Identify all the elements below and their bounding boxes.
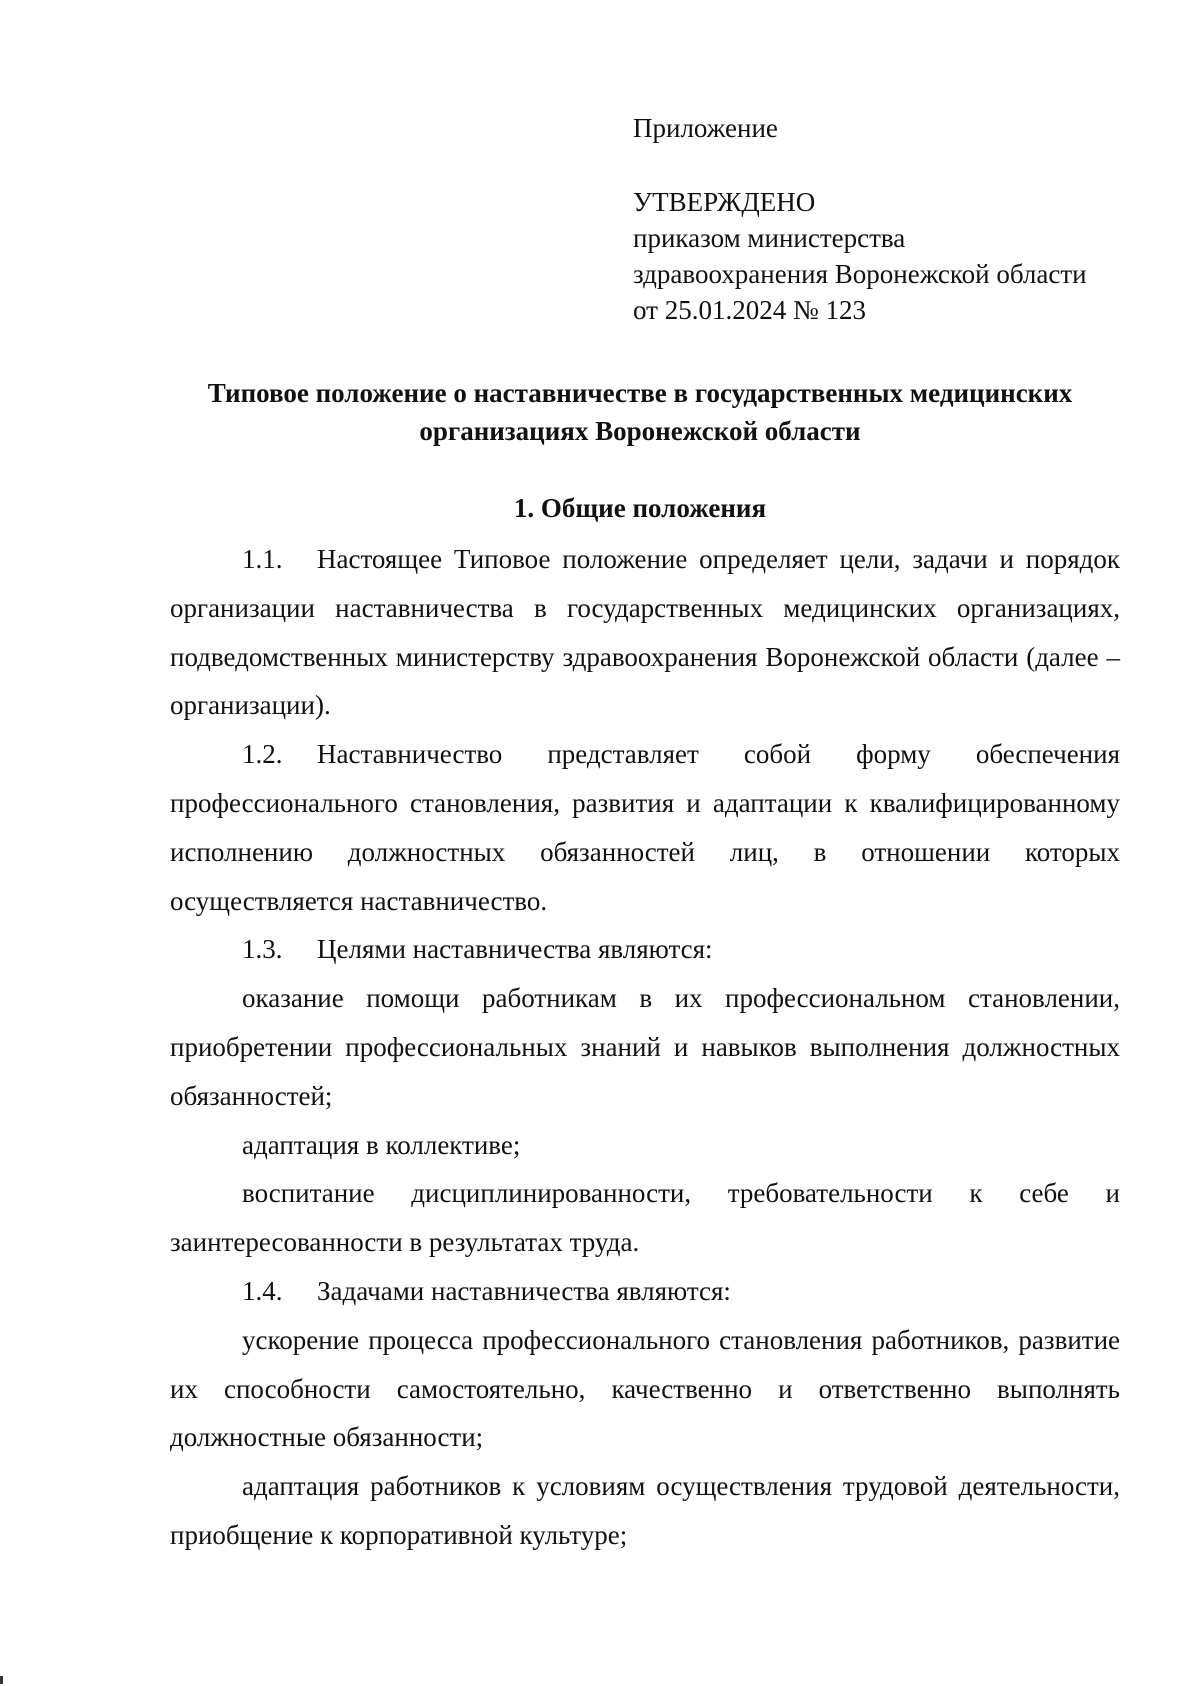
paragraph-text: адаптация в коллективе; [242, 1129, 521, 1160]
approval-date-number: от 25.01.2024 № 123 [633, 295, 866, 325]
paragraph-text: Целями наставничества являются: [317, 934, 713, 965]
section-heading: 1. Общие положения [513, 493, 767, 523]
paragraph-text: Задачами наставничества являются: [317, 1275, 731, 1306]
task-item-2 [170, 1462, 1120, 1560]
document-title-line-1: Типовое положение о наставничестве в государственных медицинских [207, 378, 1073, 408]
paragraph-text: Наставничество представляет собой форму обеспечения профессионального становления, развития и адаптации к квалифицированному исполнению должностных обязанностей лиц, в отношении которых осуществляется наставничество. [170, 739, 1120, 916]
paragraph-text: ускорение процесса профессионального становления работников, развитие их способности самостоятельно, качественно и ответственно выполнять должностные обязанности; [170, 1324, 1120, 1453]
paragraph-number: 1.4. [242, 1275, 283, 1306]
section-body [170, 535, 1120, 1560]
approval-order-line: приказом министерства [633, 223, 906, 253]
paragraph-number: 1.3. [242, 934, 283, 965]
paragraph-number: 1.1. [242, 544, 283, 574]
scan-edge-mark [0, 1676, 3, 1684]
document-title [160, 374, 1120, 450]
paragraph-number: 1.2. [242, 739, 283, 770]
goal-item-3 [170, 1169, 1120, 1267]
goal-item-2 [170, 1121, 1120, 1170]
goal-item-1 [170, 974, 1120, 1120]
approval-ministry-line: здравоохранения Воронежской области [633, 259, 1087, 289]
paragraph-1-2 [170, 730, 1120, 925]
document-title-line-2: организациях Воронежской области [419, 416, 861, 446]
paragraph-1-3 [170, 925, 1120, 974]
paragraph-text: адаптация работников к условиям осуществления трудовой деятельности, приобщение к корпоративной культуре; [170, 1471, 1120, 1550]
appendix-label: Приложение [633, 113, 778, 143]
paragraph-text: оказание помощи работникам в их профессиональном становлении, приобретении профессиональных знаний и навыков выполнения должностных обязанностей; [170, 983, 1120, 1111]
task-item-1 [170, 1316, 1120, 1462]
paragraph-1-4 [170, 1267, 1120, 1316]
paragraph-1-1 [170, 535, 1120, 730]
approval-block [633, 110, 1153, 328]
approved-stamp-text: УТВЕРЖДЕНО [633, 187, 816, 217]
paragraph-text: воспитание дисциплинированности, требовательности к себе и заинтересованности в результатах труда. [170, 1178, 1120, 1258]
paragraph-text: Настоящее Типовое положение определяет цели, задачи и порядок организации наставничества в государственных медицинских организациях, подведомственных министерству здравоохранения Воронежской области (далее – организации). [170, 544, 1120, 721]
